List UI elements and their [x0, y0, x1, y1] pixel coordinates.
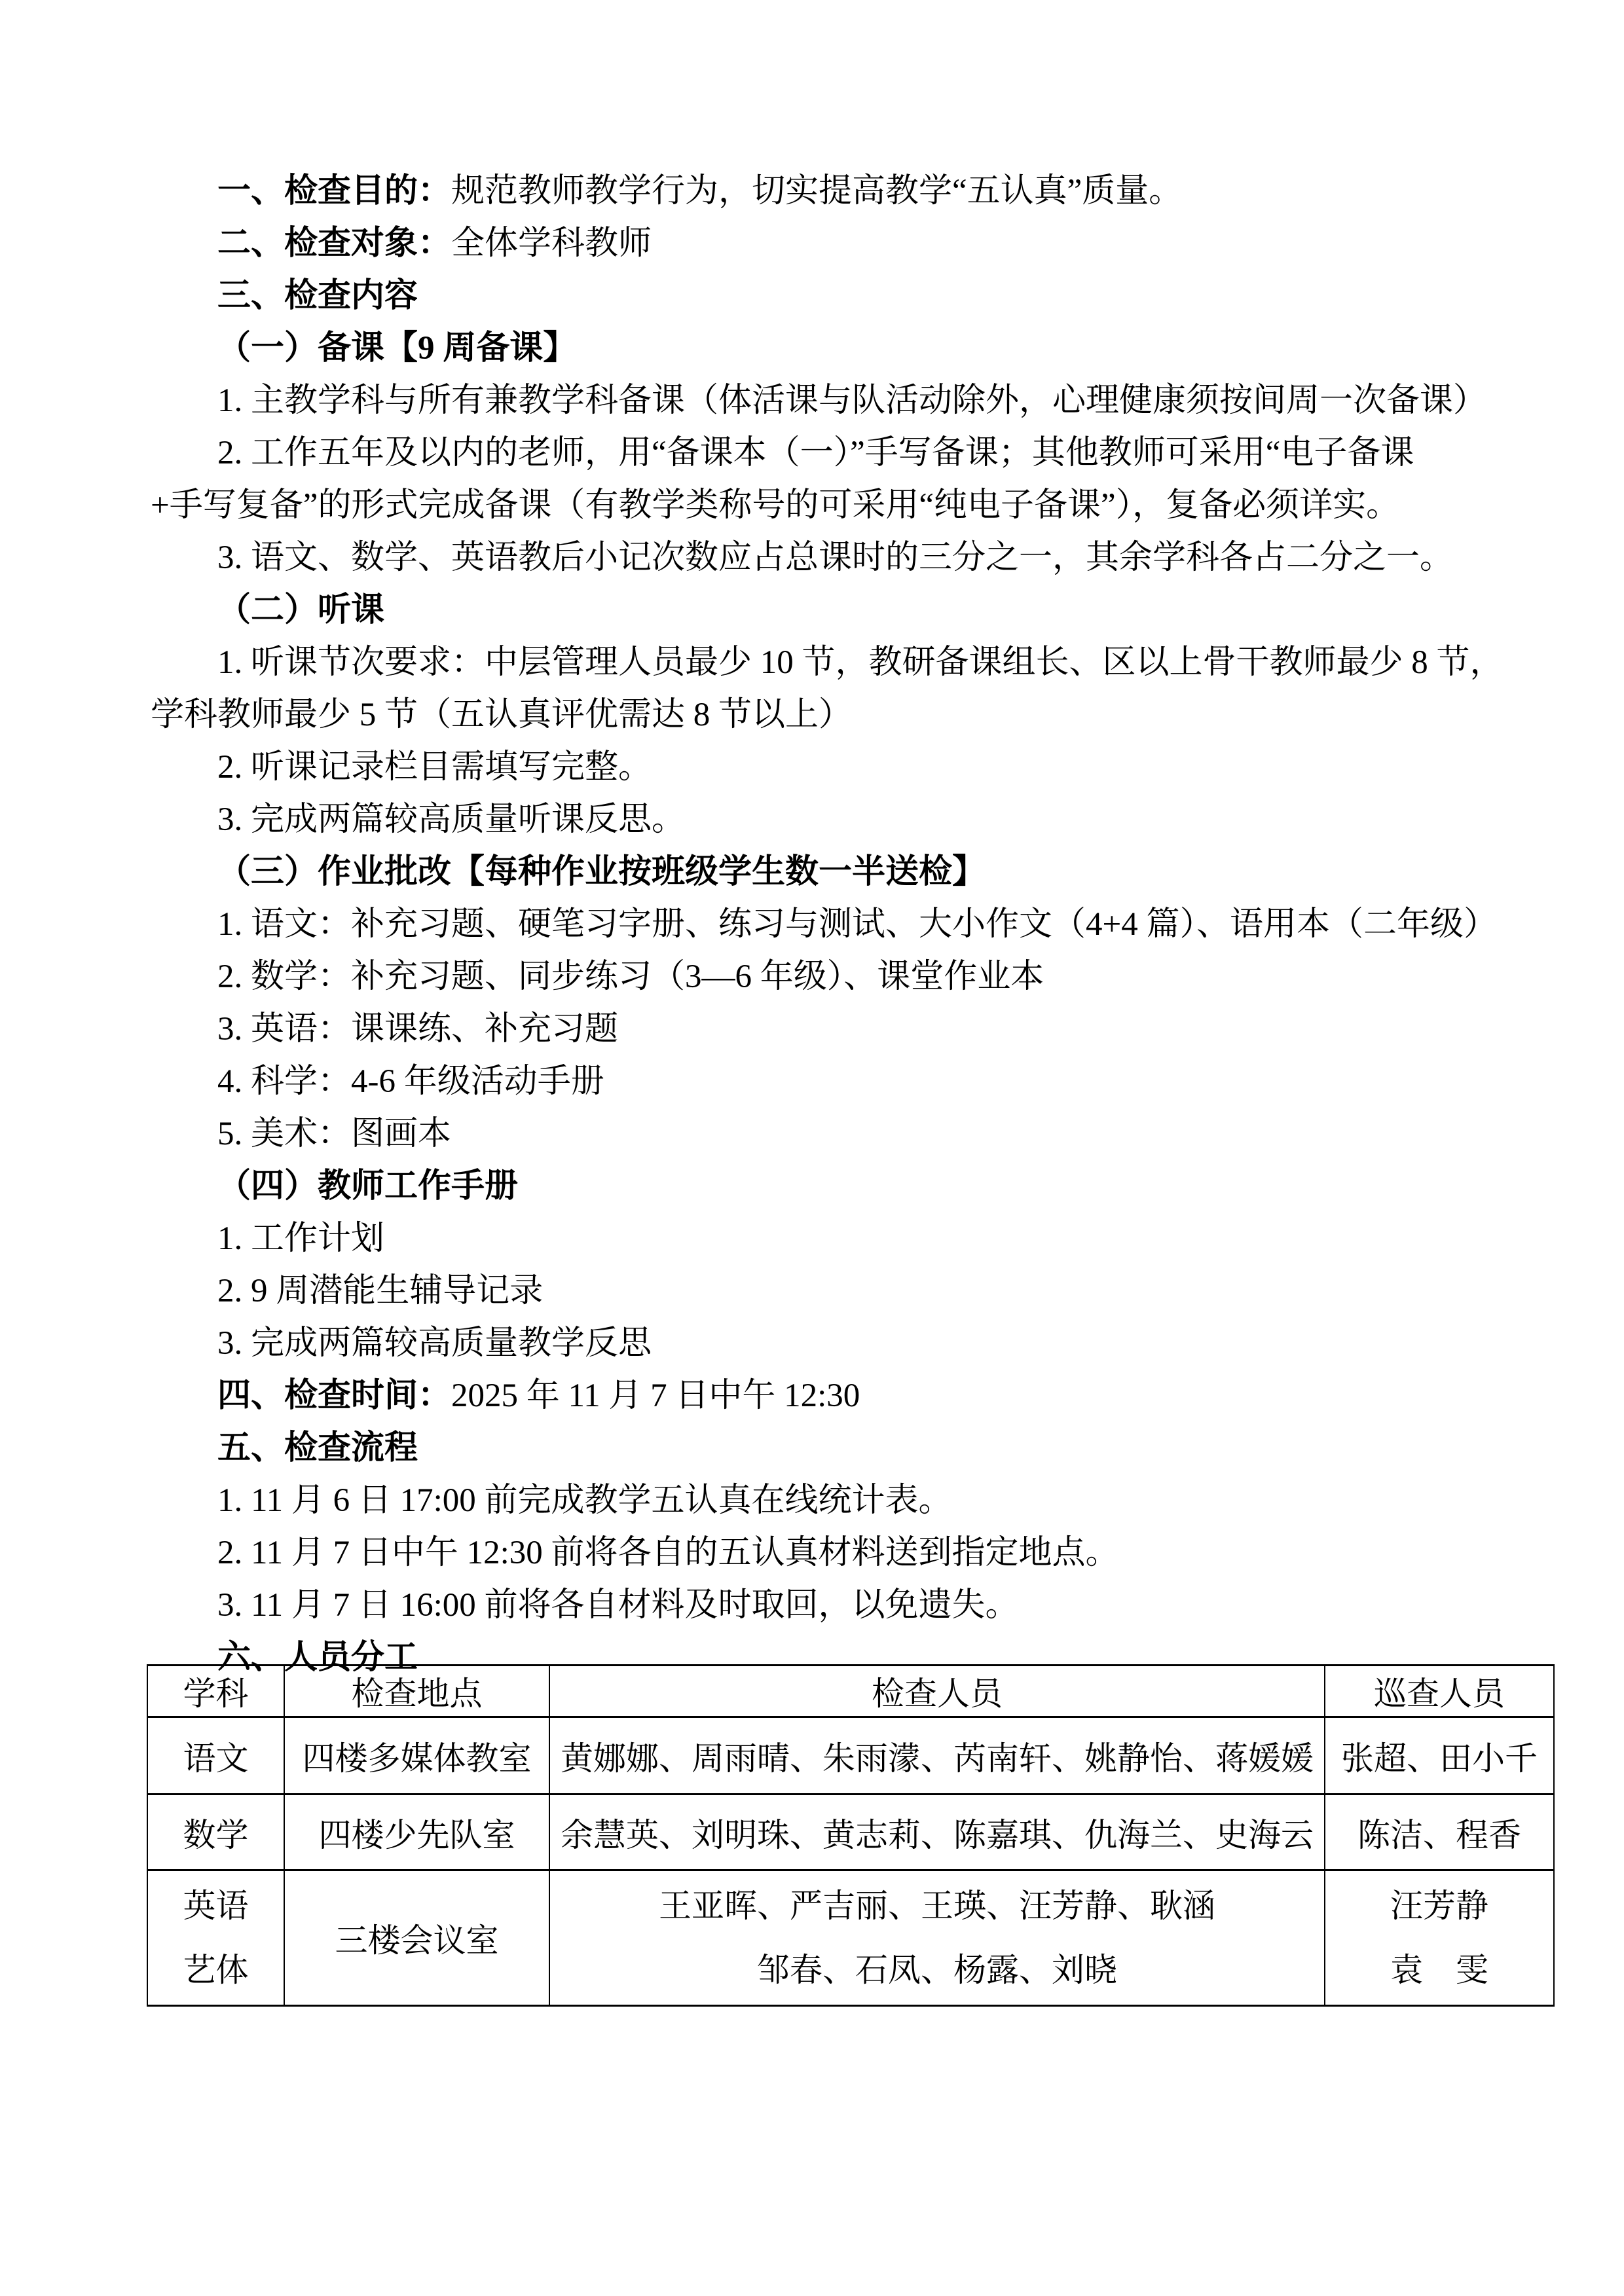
- paragraph-line: [151, 1317, 1513, 1370]
- heading-text-segment: 一、检查目的：: [217, 173, 452, 210]
- paragraph-line: [151, 1212, 1513, 1265]
- paragraph-line: [151, 427, 1513, 479]
- heading-text-segment: 五、检查流程: [217, 1430, 418, 1467]
- text-segment: 3. 完成两篇较高质量教学反思: [217, 1325, 652, 1362]
- paragraph-line: [151, 1579, 1513, 1631]
- cell-inspectors: 黄娜娜、周雨晴、朱雨濛、芮南轩、姚静怡、蒋媛媛: [549, 1717, 1325, 1795]
- header-cell-location: 检查地点: [284, 1666, 549, 1717]
- paragraph-line: [151, 322, 1513, 374]
- header-cell-subject: 学科: [147, 1666, 284, 1717]
- paragraph-line: [151, 1108, 1513, 1160]
- cell-location: 四楼多媒体教室: [284, 1717, 549, 1795]
- paragraph-line: [151, 217, 1513, 270]
- paragraph-line: [151, 165, 1513, 217]
- cell-patrol: 陈洁、程香: [1325, 1795, 1554, 1870]
- cell-subject: 语文: [147, 1717, 284, 1795]
- heading-text-segment: 三、检查内容: [217, 278, 418, 314]
- table-row: [147, 1795, 1554, 1870]
- cell-line: 王亚晖、严吉丽、王瑛、汪芳静、耿涵: [659, 1887, 1215, 1924]
- cell-line: 艺体: [183, 1952, 249, 1988]
- paragraph-line: [151, 951, 1513, 1003]
- paragraph-line: [151, 898, 1513, 951]
- cell-location: 三楼会议室: [284, 1870, 549, 2006]
- paragraph-line: [151, 584, 1513, 636]
- text-segment: +手写复备”的形式完成备课（有教学类称号的可采用“纯电子备课”），复备必须详实。: [151, 487, 1400, 524]
- paragraph-line: [151, 741, 1513, 793]
- cell-line: 汪芳静: [1390, 1887, 1488, 1924]
- cell-location: 四楼少先队室: [284, 1795, 549, 1870]
- heading-text-segment: （二）听课: [217, 592, 385, 629]
- paragraph-line: [151, 1055, 1513, 1108]
- text-segment: 3. 完成两篇较高质量听课反思。: [217, 801, 686, 838]
- text-segment: 1. 主教学科与所有兼教学科备课（体活课与队活动除外，心理健康须按间周一次备课）: [217, 382, 1487, 419]
- text-segment: 2. 工作五年及以内的老师，用“备课本（一）”手写备课；其他教师可采用“电子备课: [217, 435, 1414, 471]
- text-segment: 2. 11 月 7 日中午 12:30 前将各自的五认真材料送到指定地点。: [217, 1535, 1119, 1571]
- heading-text-segment: （一）备课【9 周备课】: [217, 330, 577, 367]
- cell-subject: [147, 1870, 284, 2006]
- paragraph-line: [151, 270, 1513, 322]
- cell-patrol: [1325, 1870, 1554, 2006]
- text-segment: 规范教师教学行为，切实提高教学“五认真”质量。: [451, 173, 1183, 210]
- cell-subject: 数学: [147, 1795, 284, 1870]
- paragraph-line: [151, 1265, 1513, 1317]
- table-header-row: [147, 1666, 1554, 1717]
- text-segment: 1. 听课节次要求：中层管理人员最少 10 节，教研备课组长、区以上骨干教师最少 8 节，: [217, 644, 1504, 681]
- header-cell-patrol: 巡查人员: [1325, 1666, 1554, 1717]
- paragraph-line: [151, 689, 1513, 741]
- document-body: [151, 165, 1513, 1684]
- paragraph-line: [151, 1003, 1513, 1055]
- heading-text-segment: （三）作业批改【每种作业按班级学生数一半送检】: [217, 854, 986, 890]
- header-cell-inspectors: 检查人员: [549, 1666, 1325, 1717]
- cell-inspectors: 余慧英、刘明珠、黄志莉、陈嘉琪、仇海兰、史海云: [549, 1795, 1325, 1870]
- paragraph-line: [151, 846, 1513, 898]
- cell-line: 邹春、石凤、杨露、刘晓: [757, 1952, 1117, 1988]
- text-segment: 全体学科教师: [451, 225, 652, 262]
- paragraph-line: [151, 1474, 1513, 1527]
- paragraph-line: [151, 1370, 1513, 1422]
- paragraph-line: [151, 479, 1513, 532]
- paragraph-line: [151, 1527, 1513, 1579]
- heading-text-segment: 四、检查时间：: [217, 1377, 452, 1414]
- text-segment: 2025 年 11 月 7 日中午 12:30: [451, 1377, 860, 1414]
- text-segment: 3. 英语：课课练、补充习题: [217, 1011, 619, 1048]
- text-segment: 2. 数学：补充习题、同步练习（3—6 年级）、课堂作业本: [217, 958, 1044, 995]
- heading-text-segment: 二、检查对象：: [217, 225, 452, 262]
- text-segment: 3. 11 月 7 日 16:00 前将各自材料及时取回，以免遗失。: [217, 1587, 1019, 1624]
- text-segment: 2. 听课记录栏目需填写完整。: [217, 749, 652, 786]
- table-row: [147, 1717, 1554, 1795]
- heading-text-segment: 六、人员分工: [217, 1639, 418, 1676]
- paragraph-line: [151, 793, 1513, 846]
- paragraph-line: [151, 636, 1513, 689]
- text-segment: 1. 11 月 6 日 17:00 前完成教学五认真在线统计表。: [217, 1482, 952, 1519]
- heading-text-segment: （四）教师工作手册: [217, 1168, 519, 1205]
- text-segment: 2. 9 周潜能生辅导记录: [217, 1273, 544, 1309]
- cell-inspectors: [549, 1870, 1325, 2006]
- text-segment: 学科教师最少 5 节（五认真评优需达 8 节以上）: [151, 697, 853, 733]
- cell-line: 袁 雯: [1390, 1952, 1488, 1988]
- paragraph-line: [151, 374, 1513, 427]
- personnel-assignment-table: [147, 1664, 1555, 2007]
- paragraph-line: [151, 1422, 1513, 1474]
- cell-line: 英语: [183, 1887, 249, 1924]
- paragraph-line: [151, 1160, 1513, 1212]
- text-segment: 1. 工作计划: [217, 1220, 385, 1257]
- text-segment: 5. 美术：图画本: [217, 1116, 452, 1152]
- text-segment: 1. 语文：补充习题、硬笔习字册、练习与测试、大小作文（4+4 篇）、语用本（二年级）: [217, 906, 1498, 943]
- paragraph-line: [151, 532, 1513, 584]
- table-row: [147, 1870, 1554, 2006]
- text-segment: 4. 科学：4-6 年级活动手册: [217, 1063, 604, 1100]
- cell-patrol: 张超、田小千: [1325, 1717, 1554, 1795]
- text-segment: 3. 语文、数学、英语教后小记次数应占总课时的三分之一，其余学科各占二分之一。: [217, 539, 1454, 576]
